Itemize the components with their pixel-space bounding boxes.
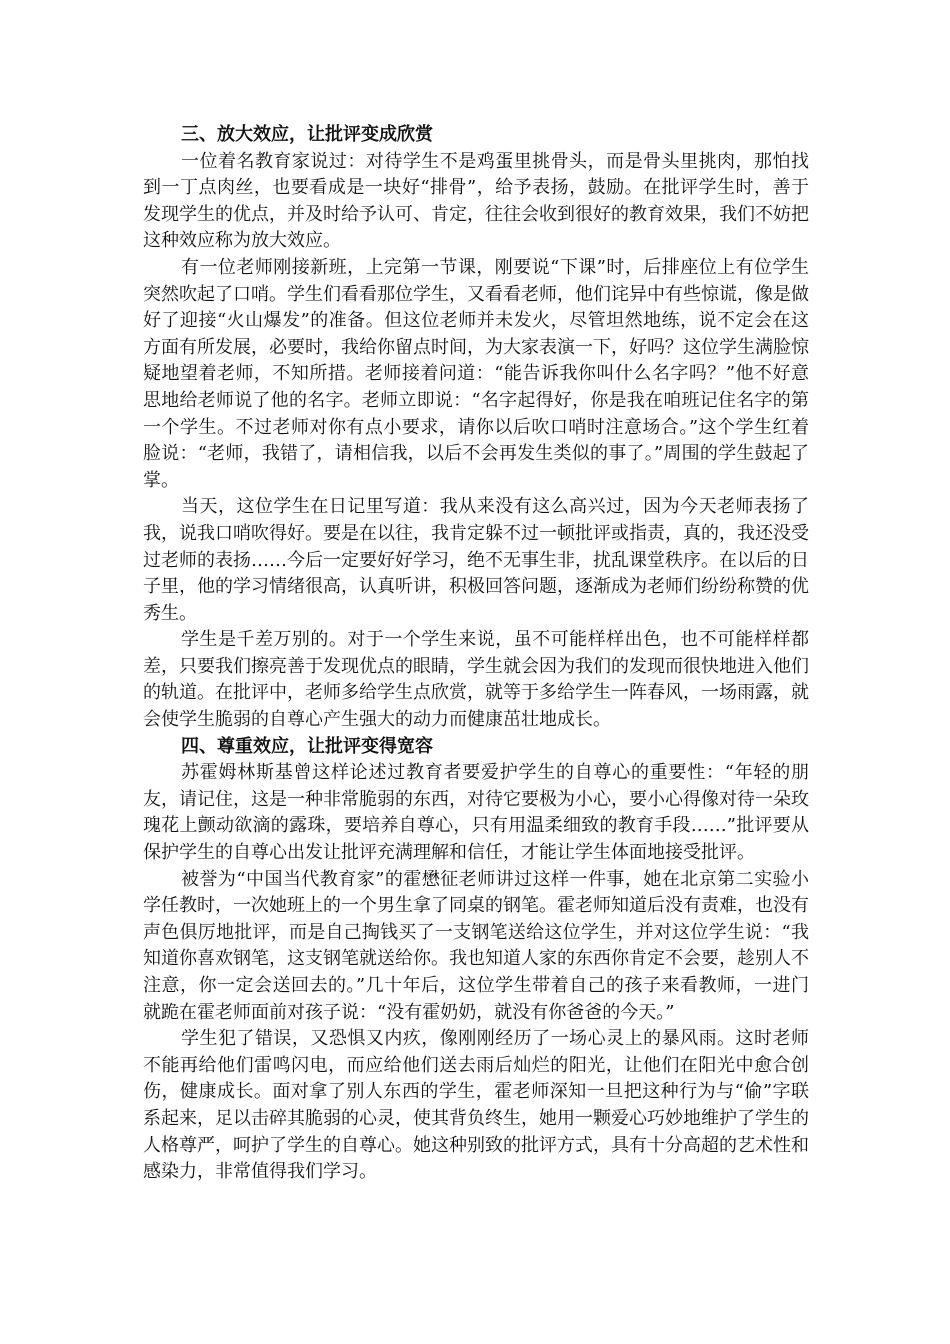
paragraph: 有一位老师刚接新班，上完第一节课，刚要说“下课”时，后排座位上有位学生突然吹起了口哨。学生们看看那位学生，又看看老师，他们诧异中有些惊谎，像是做好了迎接“火山爆发”的准备。但这位老师并未发火，尽管坦然地练，说不定会在这方面有所发展，必要时，我给你留点时间，为大家表演一下，好吗？这位学生满脸惊疑地望着老师，不知所措。老师接着问道：“能告诉我你叫什么名字吗？”他不好意思地给老师说了他的名字。老师立即说：“名字起得好，你是我在咱班记住名字的第一个学生。不过老师对你有点小要求，请你以后吹口哨时注意场合。”这个学生红着脸说：“老师，我错了，请相信我，以后不会再发生类似的事了。”周围的学生鼓起了掌。 [143,256,809,491]
paragraph: 当天，这位学生在日记里写道：我从来没有这么高兴过，因为今天老师表扬了我，说我口哨吹得好。要是在以往，我肯定躲不过一顿批评或指责，真的，我还没受过老师的表扬……今后一定要好好学习，绝不无事生非，扰乱课堂秩序。在以后的日子里，他的学习情绪很高，认真听讲，积极回答问题，逐渐成为老师们纷纷称赞的优秀生。 [143,496,809,624]
paragraph: 学生是千差万别的。对于一个学生来说，虽不可能样样出色，也不可能样样都差，只要我们擦亮善于发现优点的眼睛，学生就会因为我们的发现而很快地进入他们的轨道。在批评中，老师多给学生点欣赏，就等于多给学生一阵春风，一场雨露，就会使学生脆弱的自尊心产生强大的动力而健康茁壮地成长。 [143,629,809,731]
section-heading-3: 三、放大效应，让批评变成欣赏 [181,124,433,145]
document-body [143,122,809,1186]
paragraph: 学生犯了错误，又恐惧又内疚，像刚刚经历了一场心灵上的暴风雨。这时老师不能再给他们雷鸣闪电，而应给他们送去雨后灿烂的阳光，让他们在阳光中愈合创伤，健康成长。面对拿了别人东西的学生，霍老师深知一旦把这种行为与“偷”字联系起来，足以击碎其脆弱的心灵，使其背负终生，她用一颗爱心巧妙地维护了学生的人格尊严，呵护了学生的自尊心。她这种别致的批评方式，具有十分高超的艺术性和感染力，非常值得我们学习。 [143,1028,809,1183]
paragraph: 苏霍姆林斯基曾这样论述过教育者要爱护学生的自尊心的重要性：“年轻的朋友，请记住，这是一种非常脆弱的东西，对待它要极为小心，要小心得像对待一朵玫瑰花上颤动欲滴的露珠，要培养自尊心，只有用温柔细致的教育手段……”批评要从保护学生的自尊心出发让批评充满理解和信任，才能让学生体面地接受批评。 [143,762,809,864]
paragraph: 被誉为“中国当代教育家”的霍懋征老师讲过这样一件事，她在北京第二实验小学任教时，一次她班上的一个男生拿了同桌的钢笔。霍老师知道后没有责难，也没有声色俱厉地批评，而是自己掏钱买了一支钢笔送给这位学生，并对这位学生说：“我知道你喜欢钢笔，这支钢笔就送给你。我也知道人家的东西你肯定不会要，趁别人不注意，你一定会送回去的。”几十年后，这位学生带着自己的孩子来看教师，一进门就跪在霍老师面前对孩子说：“没有霍奶奶，就没有你爸爸的今天。” [143,868,809,1023]
paragraph: 一位着名教育家说过：对待学生不是鸡蛋里挑骨头，而是骨头里挑肉，那怕找到一丁点肉丝，也要看成是一块好“排骨”，给予表扬，鼓励。在批评学生时，善于发现学生的优点，并及时给予认可、肯定，往往会收到很好的教育效果，我们不妨把这种效应称为放大效应。 [143,150,809,252]
section-heading-4: 四、尊重效应，让批评变得宽容 [181,735,433,757]
